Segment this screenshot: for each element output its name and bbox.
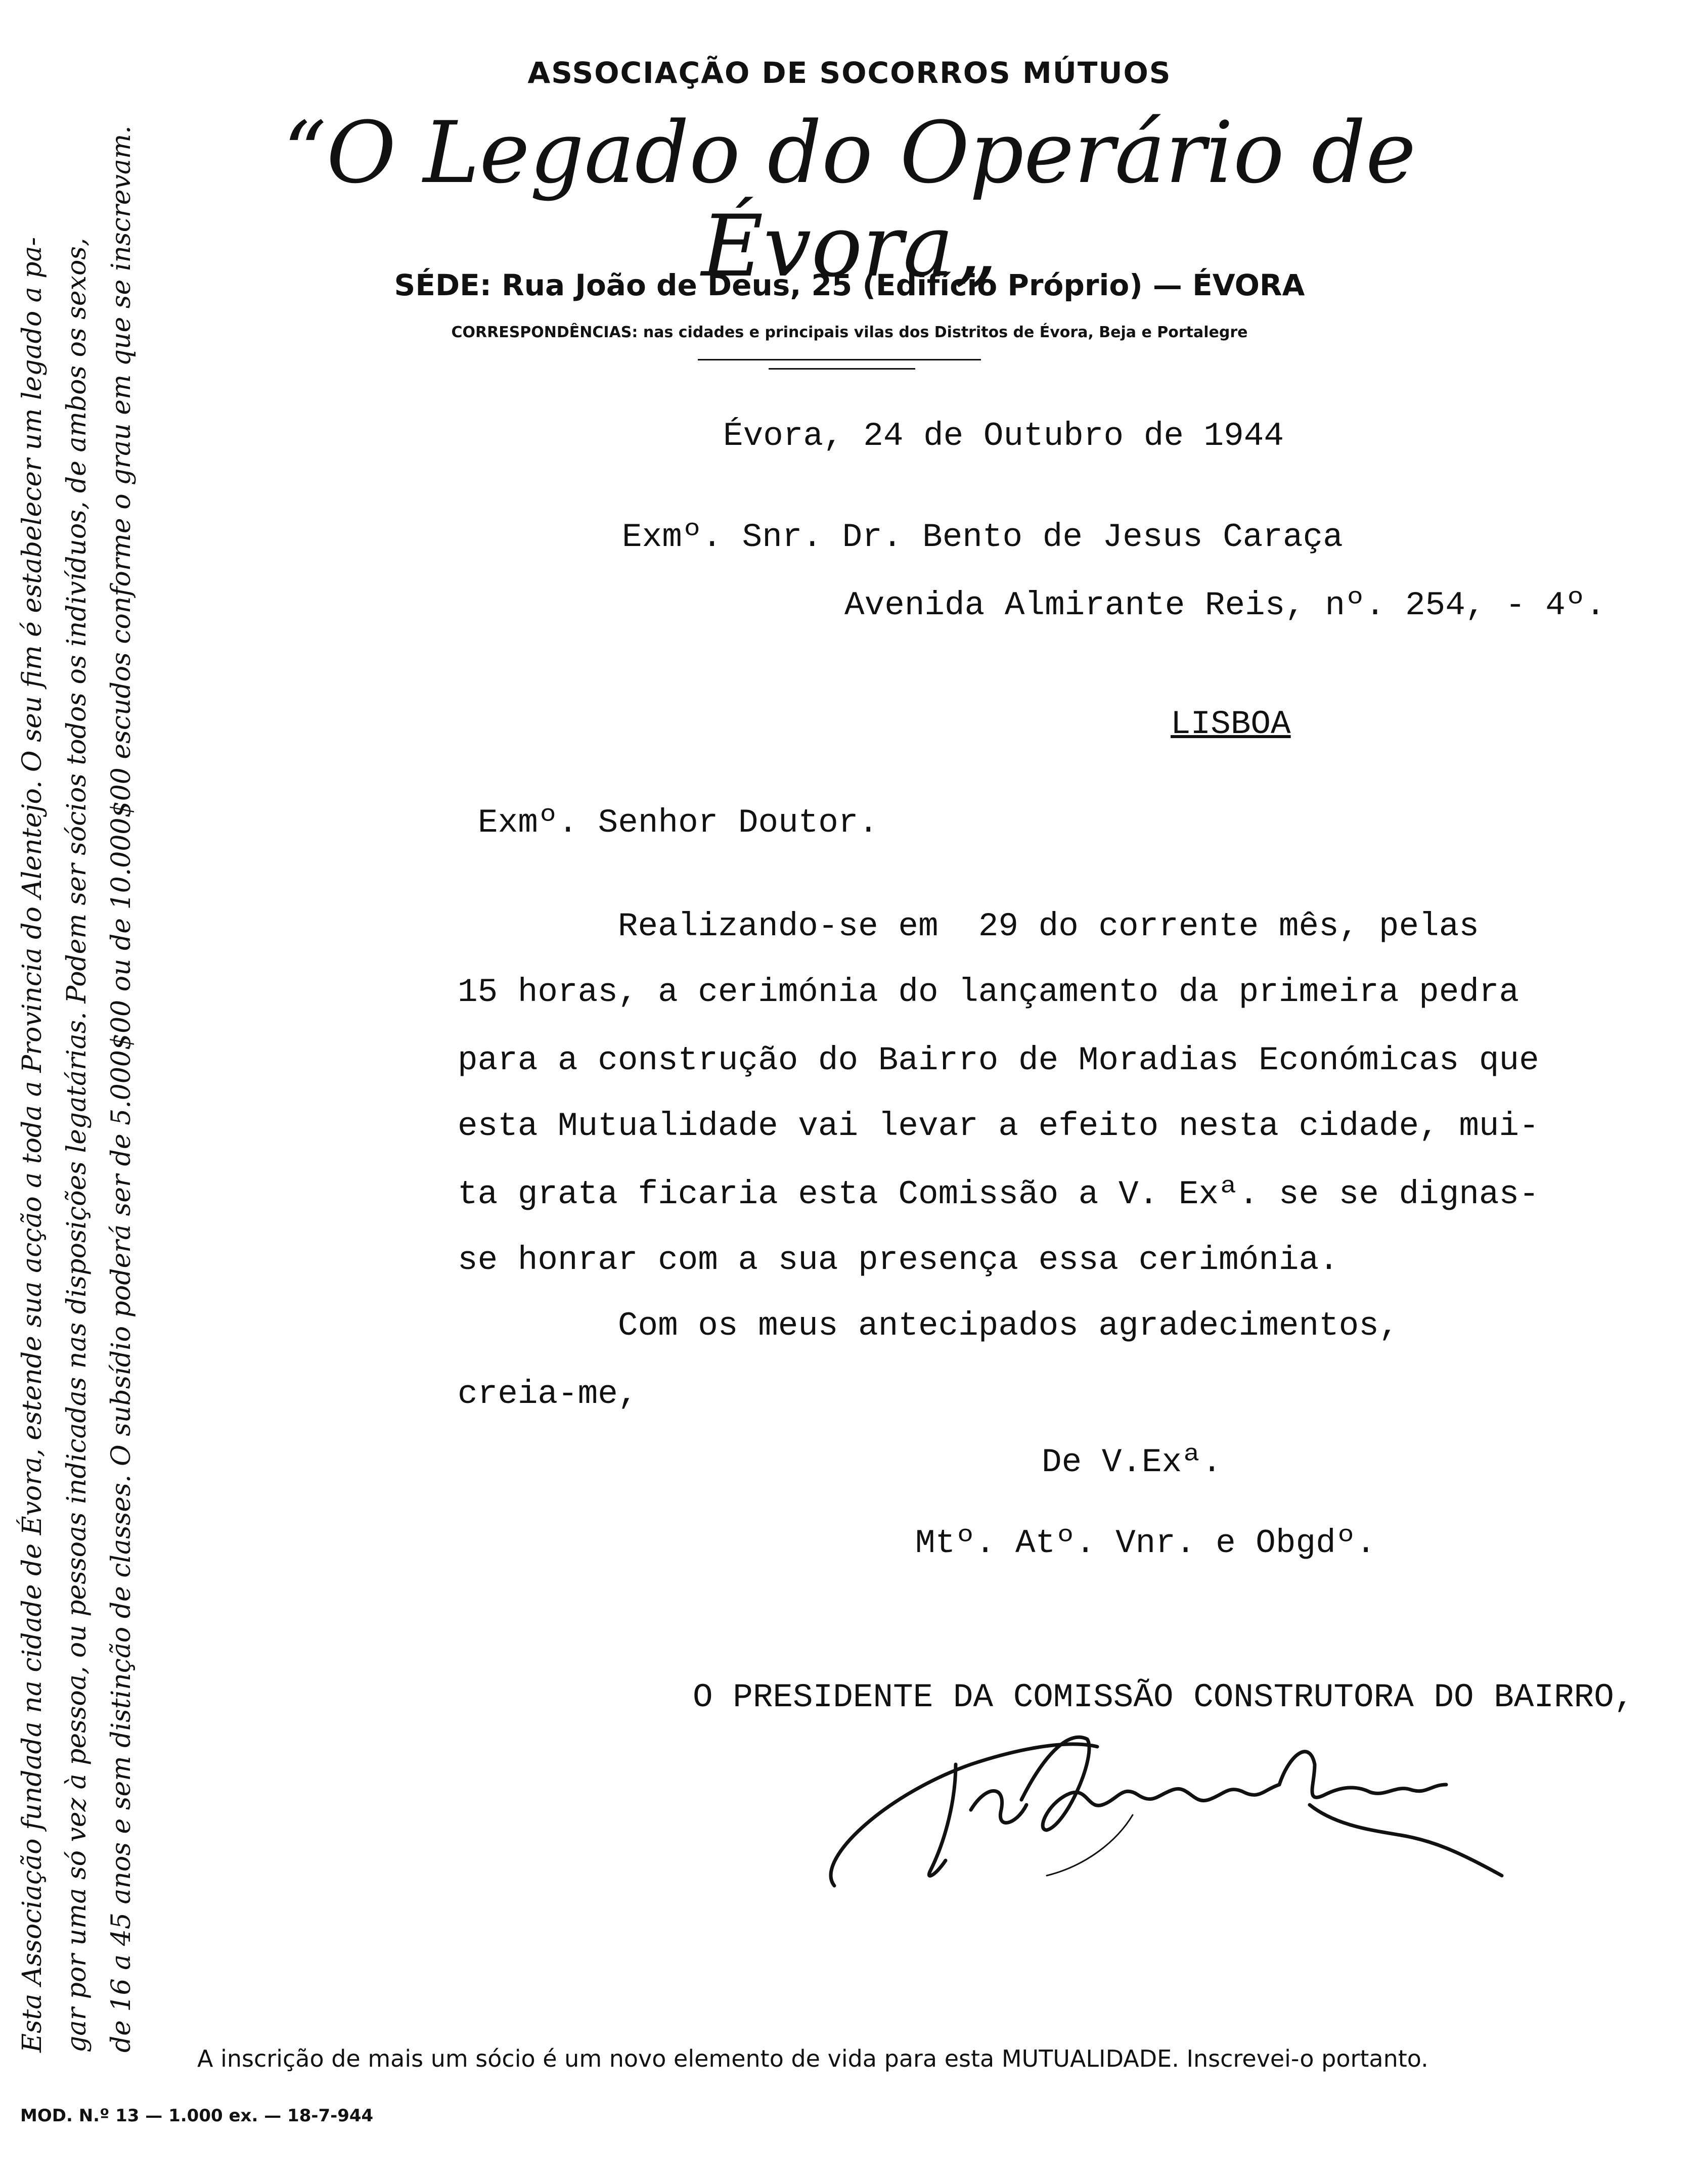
side-line: gar por uma só vez à pessoa, ou pessoas indicadas nas disposições legatárias. Podem ser sócios todos os indivíduos, de ambos os sexos, — [62, 238, 92, 2053]
recipient-city: LISBOA — [1171, 705, 1291, 743]
body-line: esta Mutualidade vai levar a efeito nesta cidade, mui- — [458, 1107, 1539, 1145]
body-line: 15 horas, a cerimónia do lançamento da primeira pedra — [458, 973, 1519, 1011]
signatory-title: O PRESIDENTE DA COMISSÃO CONSTRUTORA DO BAIRRO, — [693, 1678, 1634, 1716]
closing-line: creia-me, — [458, 1375, 638, 1413]
body-line: Realizando-se em 29 do corrente mês, pelas — [458, 907, 1479, 945]
side-line: Esta Associação fundada na cidade de Évora, estende sua acção a toda a Provincia do Alentejo. O seu fim é estabelecer um legado a pa- — [17, 237, 48, 2053]
side-line: de 16 a 45 anos e sem distinção de classes. O subsídio poderá ser de 5.000$00 ou de 10.000$00 escudos conforme o grau em que se inscrevam. — [106, 125, 137, 2053]
body-line: se honrar com a sua presença essa cerimónia. — [458, 1241, 1339, 1279]
salutation: Exmº. Senhor Doutor. — [478, 804, 879, 842]
recipient-name: Exmº. Snr. Dr. Bento de Jesus Caraça — [622, 518, 1343, 556]
correspondence-line: CORRESPONDÊNCIAS: nas cidades e principais vilas dos Distritos de Évora, Beja e Portalegre — [451, 324, 1248, 341]
body-line: ta grata ficaria esta Comissão a V. Exª. se se dignas- — [458, 1175, 1539, 1213]
letter-date: Évora, 24 de Outubro de 1944 — [723, 417, 1284, 455]
closing-line: Mtº. Atº. Vnr. e Obgdº. — [915, 1524, 1376, 1562]
side-info-text — [10, 125, 162, 2053]
handwritten-signature — [804, 1709, 1562, 1926]
body-line: para a construção do Bairro de Moradias Económicas que — [458, 1041, 1539, 1079]
model-number: MOD. N.º 13 — 1.000 ex. — 18-7-944 — [20, 2106, 374, 2126]
header-divider — [698, 359, 981, 360]
association-header: ASSOCIAÇÃO DE SOCORROS MÚTUOS — [527, 56, 1172, 90]
footer-note: A inscrição de mais um sócio é um novo elemento de vida para esta MUTUALIDADE. Inscrevei-o portanto. — [197, 2045, 1428, 2072]
header-divider-short — [769, 368, 915, 370]
closing-line: De V.Exª. — [1042, 1443, 1222, 1481]
association-name: “O Legado do Operário de Évora„ — [283, 103, 1416, 296]
recipient-address: Avenida Almirante Reis, nº. 254, - 4º. — [844, 586, 1606, 624]
thanks-line: Com os meus antecipados agradecimentos, — [458, 1307, 1399, 1345]
seat-address: SÉDE: Rua João de Deus, 25 (Edifício Próprio) — ÉVORA — [394, 268, 1305, 302]
